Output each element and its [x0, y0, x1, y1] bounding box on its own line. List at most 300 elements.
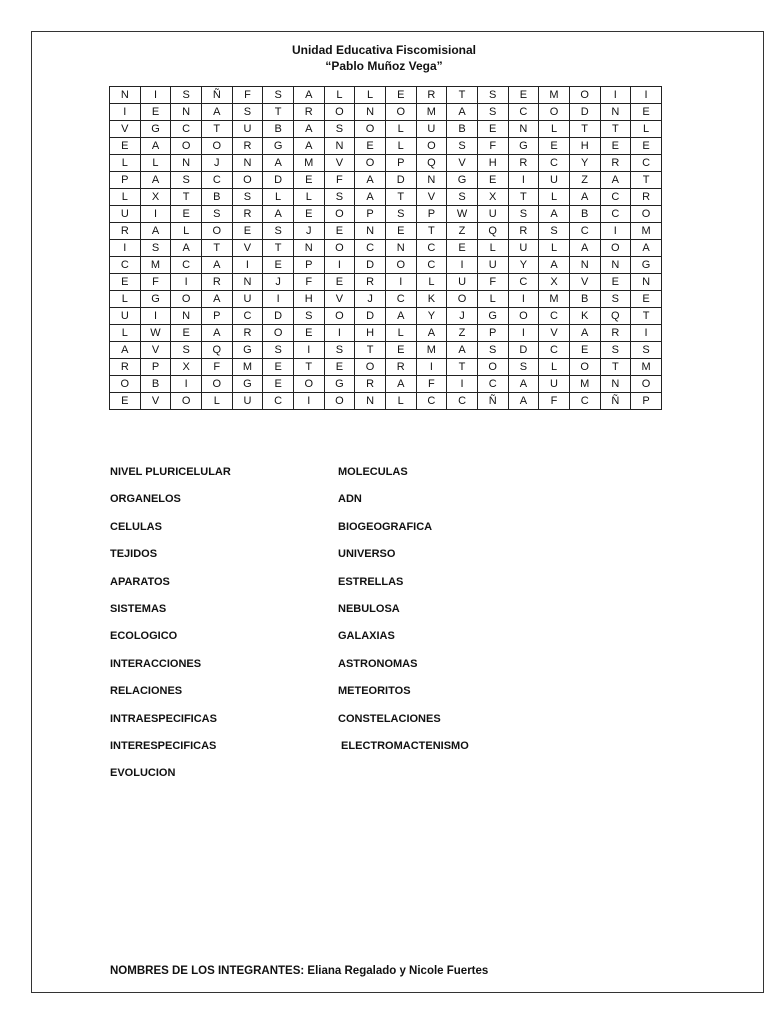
- grid-cell: I: [110, 240, 141, 257]
- grid-cell: Q: [600, 308, 631, 325]
- grid-cell: M: [539, 291, 570, 308]
- grid-cell: S: [600, 342, 631, 359]
- grid-cell: R: [508, 223, 539, 240]
- word-item: ASTRONOMAS: [338, 657, 418, 670]
- grid-cell: F: [201, 359, 232, 376]
- grid-cell: P: [416, 206, 447, 223]
- grid-cell: E: [477, 172, 508, 189]
- grid-cell: C: [569, 393, 600, 410]
- grid-cell: P: [140, 359, 171, 376]
- grid-cell: B: [140, 376, 171, 393]
- school-name: “Pablo Muñoz Vega”: [325, 59, 443, 73]
- grid-cell: G: [631, 257, 662, 274]
- grid-cell: O: [569, 359, 600, 376]
- grid-cell: O: [324, 240, 355, 257]
- grid-row: [110, 376, 662, 393]
- grid-cell: E: [110, 138, 141, 155]
- grid-cell: U: [539, 172, 570, 189]
- grid-cell: A: [171, 240, 202, 257]
- grid-cell: O: [600, 240, 631, 257]
- grid-cell: S: [508, 206, 539, 223]
- word-item: ELECTROMACTENISMO: [338, 739, 469, 752]
- grid-cell: S: [324, 189, 355, 206]
- grid-cell: U: [477, 206, 508, 223]
- grid-cell: Ñ: [600, 393, 631, 410]
- grid-cell: X: [171, 359, 202, 376]
- grid-cell: E: [508, 87, 539, 104]
- grid-row: [110, 240, 662, 257]
- grid-cell: L: [110, 155, 141, 172]
- grid-cell: T: [416, 223, 447, 240]
- grid-cell: E: [355, 138, 386, 155]
- grid-cell: M: [631, 223, 662, 240]
- grid-cell: O: [324, 206, 355, 223]
- grid-cell: C: [110, 257, 141, 274]
- word-item: TEJIDOS: [110, 548, 158, 561]
- grid-cell: I: [324, 325, 355, 342]
- grid-cell: A: [140, 172, 171, 189]
- grid-cell: T: [600, 359, 631, 376]
- grid-cell: E: [140, 104, 171, 121]
- grid-cell: A: [110, 342, 141, 359]
- grid-row: [110, 393, 662, 410]
- grid-cell: V: [447, 155, 478, 172]
- grid-cell: R: [232, 138, 263, 155]
- grid-cell: E: [171, 325, 202, 342]
- grid-cell: L: [416, 274, 447, 291]
- grid-cell: E: [600, 138, 631, 155]
- grid-cell: V: [539, 325, 570, 342]
- grid-cell: F: [416, 376, 447, 393]
- grid-cell: S: [477, 342, 508, 359]
- grid-row: [110, 223, 662, 240]
- grid-cell: A: [539, 257, 570, 274]
- grid-cell: A: [201, 291, 232, 308]
- grid-cell: C: [263, 393, 294, 410]
- grid-cell: E: [293, 172, 324, 189]
- grid-cell: Y: [508, 257, 539, 274]
- grid-cell: N: [171, 308, 202, 325]
- grid-cell: G: [508, 138, 539, 155]
- grid-cell: N: [355, 393, 386, 410]
- grid-cell: C: [416, 257, 447, 274]
- grid-cell: N: [232, 155, 263, 172]
- grid-cell: R: [631, 189, 662, 206]
- grid-cell: C: [447, 393, 478, 410]
- grid-cell: J: [201, 155, 232, 172]
- grid-cell: E: [631, 138, 662, 155]
- grid-cell: N: [293, 240, 324, 257]
- grid-cell: A: [447, 104, 478, 121]
- grid-cell: C: [416, 393, 447, 410]
- grid-cell: I: [110, 104, 141, 121]
- grid-cell: C: [508, 274, 539, 291]
- grid-row: [110, 325, 662, 342]
- grid-cell: N: [416, 172, 447, 189]
- grid-cell: A: [569, 189, 600, 206]
- grid-cell: T: [201, 121, 232, 138]
- grid-cell: I: [293, 393, 324, 410]
- grid-cell: R: [201, 274, 232, 291]
- word-item: INTRAESPECIFICAS: [110, 712, 217, 725]
- grid-cell: E: [447, 240, 478, 257]
- grid-cell: E: [385, 342, 416, 359]
- grid-cell: Q: [477, 223, 508, 240]
- grid-cell: R: [110, 223, 141, 240]
- grid-cell: O: [477, 359, 508, 376]
- grid-cell: O: [324, 308, 355, 325]
- word-item: NIVEL PLURICELULAR: [110, 466, 231, 478]
- grid-cell: N: [600, 257, 631, 274]
- grid-cell: A: [385, 308, 416, 325]
- grid-cell: J: [263, 274, 294, 291]
- grid-cell: L: [110, 325, 141, 342]
- grid-cell: U: [416, 121, 447, 138]
- grid-cell: P: [110, 172, 141, 189]
- grid-cell: F: [140, 274, 171, 291]
- grid-cell: I: [508, 291, 539, 308]
- grid-cell: S: [232, 189, 263, 206]
- grid-cell: O: [171, 393, 202, 410]
- grid-cell: A: [569, 240, 600, 257]
- grid-cell: L: [631, 121, 662, 138]
- grid-cell: A: [355, 189, 386, 206]
- grid-row: [110, 87, 662, 104]
- grid-row: [110, 172, 662, 189]
- grid-cell: E: [324, 274, 355, 291]
- grid-cell: T: [447, 359, 478, 376]
- grid-cell: I: [416, 359, 447, 376]
- grid-cell: S: [171, 87, 202, 104]
- grid-cell: A: [293, 121, 324, 138]
- grid-cell: P: [201, 308, 232, 325]
- grid-cell: E: [171, 206, 202, 223]
- grid-cell: F: [232, 87, 263, 104]
- grid-cell: D: [508, 342, 539, 359]
- grid-cell: I: [140, 206, 171, 223]
- grid-cell: E: [293, 206, 324, 223]
- grid-row: [110, 257, 662, 274]
- grid-cell: O: [201, 138, 232, 155]
- grid-cell: A: [416, 325, 447, 342]
- grid-cell: S: [631, 342, 662, 359]
- grid-cell: E: [600, 274, 631, 291]
- grid-cell: S: [263, 87, 294, 104]
- grid-cell: Ñ: [477, 393, 508, 410]
- grid-cell: O: [447, 291, 478, 308]
- grid-cell: J: [447, 308, 478, 325]
- grid-cell: B: [201, 189, 232, 206]
- grid-cell: U: [232, 121, 263, 138]
- grid-cell: A: [631, 240, 662, 257]
- grid-cell: M: [539, 87, 570, 104]
- word-item: INTERESPECIFICAS: [110, 739, 217, 752]
- grid-cell: A: [600, 172, 631, 189]
- grid-cell: O: [324, 393, 355, 410]
- grid-cell: B: [569, 291, 600, 308]
- grid-cell: P: [477, 325, 508, 342]
- grid-cell: O: [631, 206, 662, 223]
- grid-cell: N: [355, 223, 386, 240]
- grid-cell: O: [171, 291, 202, 308]
- grid-cell: D: [263, 308, 294, 325]
- grid-cell: I: [385, 274, 416, 291]
- grid-cell: T: [171, 189, 202, 206]
- word-item: BIOGEOGRAFICA: [338, 520, 433, 533]
- grid-cell: S: [539, 223, 570, 240]
- grid-cell: F: [477, 274, 508, 291]
- grid-cell: T: [631, 308, 662, 325]
- grid-cell: A: [293, 87, 324, 104]
- grid-row: [110, 206, 662, 223]
- grid-cell: O: [110, 376, 141, 393]
- grid-cell: H: [293, 291, 324, 308]
- grid-cell: O: [416, 138, 447, 155]
- grid-cell: N: [631, 274, 662, 291]
- word-search-grid: [109, 86, 662, 410]
- grid-cell: L: [385, 325, 416, 342]
- grid-cell: D: [355, 257, 386, 274]
- grid-cell: Z: [569, 172, 600, 189]
- grid-row: [110, 155, 662, 172]
- grid-cell: F: [293, 274, 324, 291]
- word-item: INTERACCIONES: [110, 657, 202, 670]
- grid-cell: U: [539, 376, 570, 393]
- grid-cell: L: [324, 87, 355, 104]
- grid-cell: S: [263, 223, 294, 240]
- grid-cell: I: [508, 172, 539, 189]
- grid-cell: N: [232, 274, 263, 291]
- word-item: ORGANELOS: [110, 493, 181, 506]
- grid-cell: L: [539, 359, 570, 376]
- grid-cell: G: [232, 342, 263, 359]
- word-item: METEORITOS: [338, 685, 411, 698]
- grid-cell: R: [293, 104, 324, 121]
- grid-cell: Ñ: [201, 87, 232, 104]
- grid-cell: M: [631, 359, 662, 376]
- grid-cell: C: [508, 104, 539, 121]
- grid-cell: N: [355, 104, 386, 121]
- grid-cell: C: [539, 155, 570, 172]
- grid-cell: G: [477, 308, 508, 325]
- grid-cell: C: [355, 240, 386, 257]
- grid-cell: T: [201, 240, 232, 257]
- grid-cell: O: [385, 104, 416, 121]
- grid-cell: L: [539, 240, 570, 257]
- grid-row: [110, 138, 662, 155]
- grid-cell: I: [140, 87, 171, 104]
- grid-cell: N: [600, 104, 631, 121]
- grid-cell: A: [201, 325, 232, 342]
- grid-cell: T: [263, 104, 294, 121]
- grid-cell: E: [263, 359, 294, 376]
- grid-cell: N: [110, 87, 141, 104]
- grid-cell: L: [293, 189, 324, 206]
- school-title: Unidad Educativa Fiscomisional: [291, 43, 477, 57]
- grid-cell: S: [324, 121, 355, 138]
- grid-cell: R: [508, 155, 539, 172]
- grid-cell: A: [569, 325, 600, 342]
- grid-cell: S: [232, 104, 263, 121]
- grid-cell: C: [600, 206, 631, 223]
- grid-cell: I: [232, 257, 263, 274]
- grid-cell: R: [355, 376, 386, 393]
- grid-cell: S: [600, 291, 631, 308]
- grid-cell: A: [201, 104, 232, 121]
- grid-cell: I: [600, 223, 631, 240]
- grid-cell: T: [293, 359, 324, 376]
- grid-cell: N: [508, 121, 539, 138]
- grid-cell: E: [324, 359, 355, 376]
- grid-cell: T: [385, 189, 416, 206]
- grid-cell: D: [385, 172, 416, 189]
- grid-cell: A: [508, 376, 539, 393]
- grid-cell: P: [385, 155, 416, 172]
- grid-cell: V: [232, 240, 263, 257]
- grid-cell: L: [539, 189, 570, 206]
- grid-cell: A: [201, 257, 232, 274]
- word-list-right: [338, 464, 469, 765]
- grid-cell: G: [140, 291, 171, 308]
- grid-cell: G: [263, 138, 294, 155]
- grid-cell: I: [324, 257, 355, 274]
- grid-cell: R: [416, 87, 447, 104]
- grid-cell: B: [447, 121, 478, 138]
- grid-cell: R: [110, 359, 141, 376]
- grid-cell: F: [477, 138, 508, 155]
- grid-cell: S: [293, 308, 324, 325]
- grid-cell: A: [447, 342, 478, 359]
- grid-cell: M: [416, 104, 447, 121]
- grid-cell: R: [600, 325, 631, 342]
- grid-cell: E: [232, 223, 263, 240]
- grid-cell: S: [171, 172, 202, 189]
- grid-cell: O: [201, 376, 232, 393]
- grid-cell: C: [539, 342, 570, 359]
- grid-cell: I: [631, 325, 662, 342]
- word-item: ESTRELLAS: [338, 575, 404, 588]
- grid-cell: W: [140, 325, 171, 342]
- grid-cell: S: [324, 342, 355, 359]
- grid-cell: M: [569, 376, 600, 393]
- grid-cell: N: [600, 376, 631, 393]
- grid-cell: L: [385, 138, 416, 155]
- grid-cell: U: [110, 206, 141, 223]
- grid-cell: I: [508, 325, 539, 342]
- grid-cell: Y: [569, 155, 600, 172]
- grid-cell: C: [600, 189, 631, 206]
- grid-cell: R: [600, 155, 631, 172]
- grid-cell: V: [324, 155, 355, 172]
- grid-cell: O: [631, 376, 662, 393]
- grid-cell: C: [171, 121, 202, 138]
- grid-cell: O: [171, 138, 202, 155]
- grid-cell: A: [355, 172, 386, 189]
- grid-cell: V: [324, 291, 355, 308]
- grid-cell: I: [140, 308, 171, 325]
- grid-cell: S: [171, 342, 202, 359]
- grid-cell: V: [110, 121, 141, 138]
- word-item: SISTEMAS: [110, 602, 167, 615]
- grid-cell: U: [232, 393, 263, 410]
- grid-cell: P: [631, 393, 662, 410]
- word-item: APARATOS: [110, 575, 170, 588]
- grid-cell: F: [324, 172, 355, 189]
- grid-cell: K: [569, 308, 600, 325]
- word-item: EVOLUCION: [110, 767, 176, 780]
- grid-cell: C: [569, 223, 600, 240]
- grid-row: [110, 189, 662, 206]
- grid-cell: G: [140, 121, 171, 138]
- grid-cell: V: [140, 393, 171, 410]
- grid-cell: E: [569, 342, 600, 359]
- grid-cell: H: [477, 155, 508, 172]
- grid-cell: M: [416, 342, 447, 359]
- grid-cell: O: [324, 104, 355, 121]
- grid-cell: H: [569, 138, 600, 155]
- grid-cell: C: [171, 257, 202, 274]
- grid-cell: A: [539, 206, 570, 223]
- grid-cell: S: [140, 240, 171, 257]
- grid-cell: S: [201, 206, 232, 223]
- team-members: NOMBRES DE LOS INTEGRANTES: Eliana Regalado y Nicole Fuertes: [110, 965, 489, 977]
- grid-cell: K: [416, 291, 447, 308]
- grid-cell: X: [539, 274, 570, 291]
- grid-cell: A: [508, 393, 539, 410]
- grid-cell: I: [171, 274, 202, 291]
- grid-cell: E: [263, 257, 294, 274]
- grid-cell: B: [569, 206, 600, 223]
- grid-cell: L: [110, 291, 141, 308]
- grid-cell: X: [140, 189, 171, 206]
- grid-cell: Z: [447, 325, 478, 342]
- grid-cell: E: [293, 325, 324, 342]
- grid-cell: N: [324, 138, 355, 155]
- grid-cell: E: [539, 138, 570, 155]
- grid-cell: O: [539, 104, 570, 121]
- grid-row: [110, 342, 662, 359]
- grid-cell: U: [477, 257, 508, 274]
- grid-cell: S: [477, 104, 508, 121]
- grid-cell: B: [263, 121, 294, 138]
- grid-cell: C: [385, 291, 416, 308]
- grid-cell: E: [631, 291, 662, 308]
- grid-cell: C: [416, 240, 447, 257]
- grid-cell: T: [263, 240, 294, 257]
- grid-cell: O: [201, 223, 232, 240]
- grid-cell: D: [355, 308, 386, 325]
- word-item: CELULAS: [110, 520, 162, 533]
- grid-row: [110, 359, 662, 376]
- grid-cell: O: [263, 325, 294, 342]
- grid-cell: J: [355, 291, 386, 308]
- word-item: CONSTELACIONES: [338, 712, 441, 725]
- grid-cell: R: [232, 206, 263, 223]
- grid-cell: C: [631, 155, 662, 172]
- grid-cell: O: [385, 257, 416, 274]
- grid-cell: L: [539, 121, 570, 138]
- grid-cell: P: [293, 257, 324, 274]
- grid-cell: S: [477, 87, 508, 104]
- grid-row: [110, 274, 662, 291]
- grid-cell: E: [324, 223, 355, 240]
- grid-cell: Z: [447, 223, 478, 240]
- word-item: UNIVERSO: [338, 548, 396, 561]
- grid-cell: H: [355, 325, 386, 342]
- grid-cell: I: [447, 376, 478, 393]
- grid-cell: O: [355, 359, 386, 376]
- grid-cell: R: [385, 359, 416, 376]
